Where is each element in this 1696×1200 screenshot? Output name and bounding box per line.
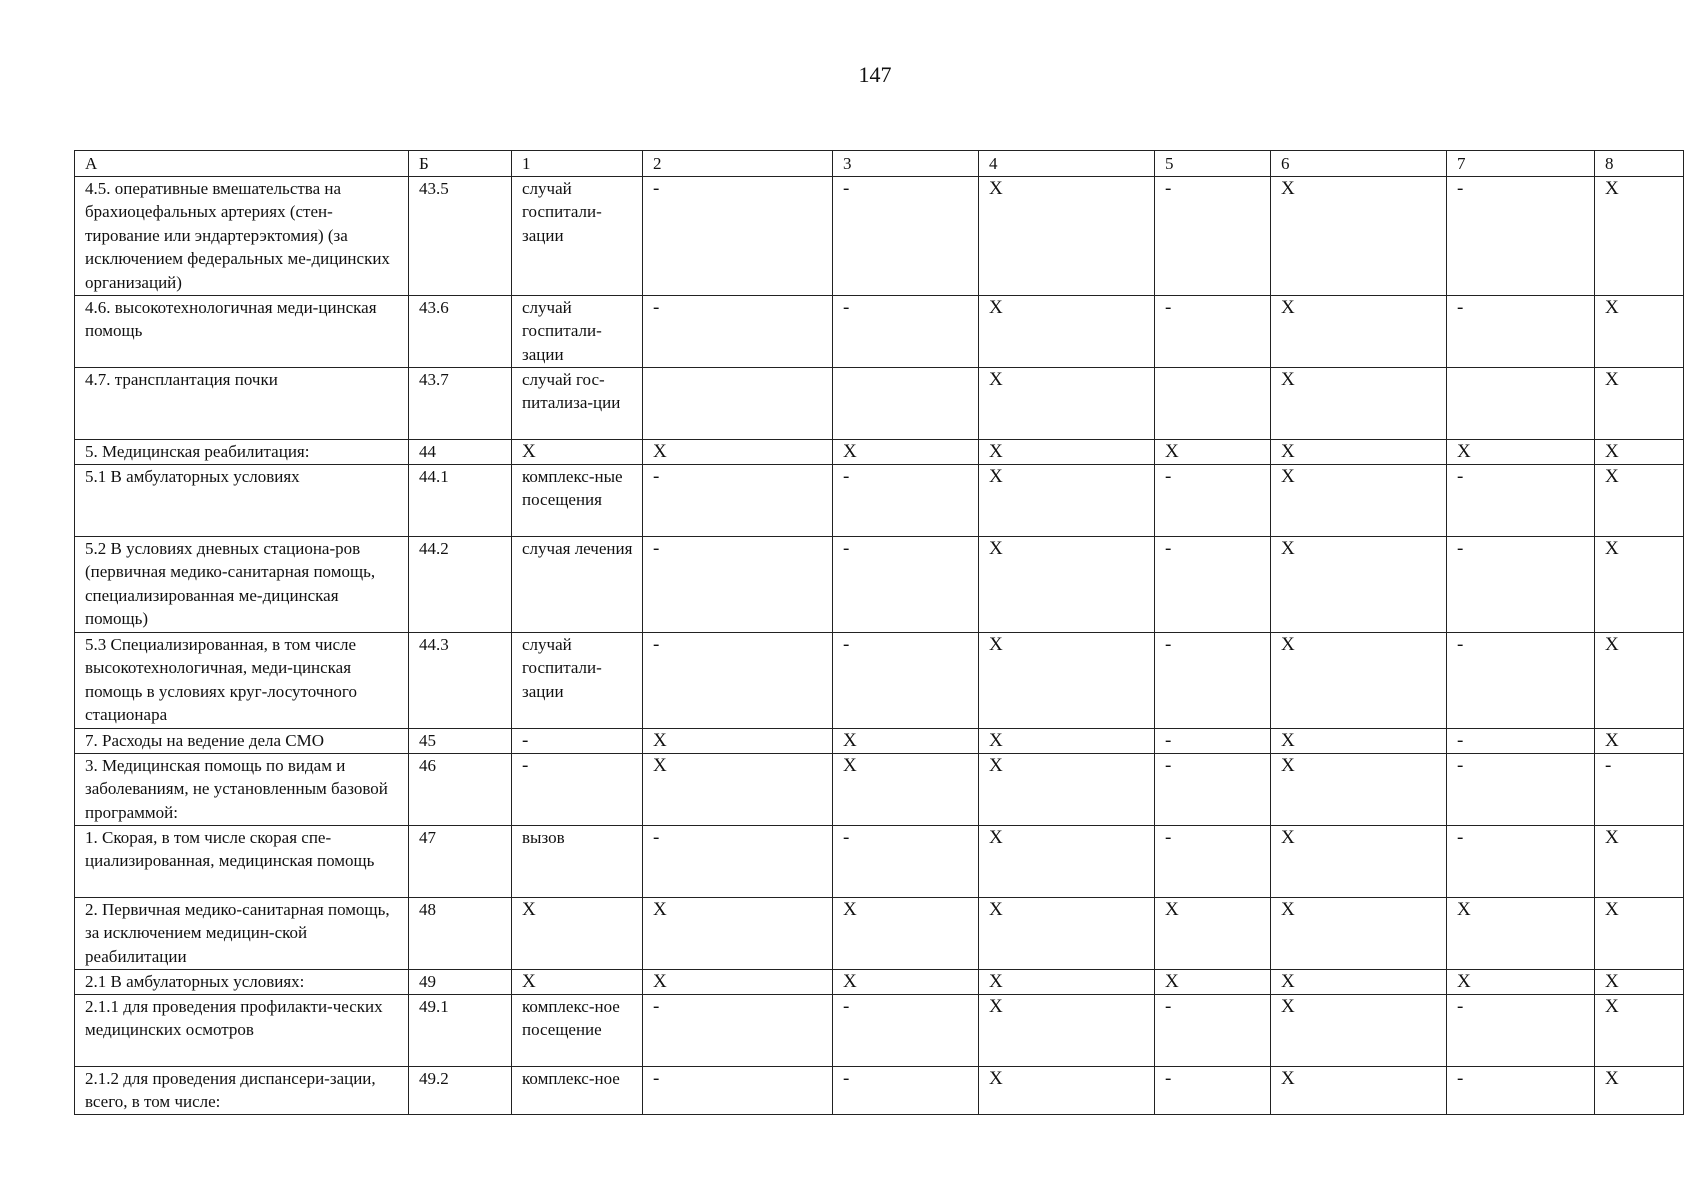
- table-cell: -: [1447, 728, 1595, 753]
- row-name-cell: 5.3 Специализированная, в том числе высокотехнологичная, меди-цинская помощь в условиях круг-лосуточного стационара: [75, 632, 409, 728]
- table-cell: [1447, 367, 1595, 439]
- table-cell: X: [1271, 753, 1447, 825]
- table-cell: X: [979, 367, 1155, 439]
- row-name-cell: 3. Медицинская помощь по видам и заболеваниям, не установленным базовой программой:: [75, 753, 409, 825]
- row-unit-cell: вызов: [512, 825, 643, 897]
- table-cell: -: [1447, 753, 1595, 825]
- table-row: [75, 176, 1684, 295]
- row-name-cell: 7. Расходы на ведение дела СМО: [75, 728, 409, 753]
- table-cell: -: [833, 464, 979, 536]
- table-cell: -: [643, 825, 833, 897]
- table-cell: -: [833, 536, 979, 632]
- table-cell: X: [1271, 367, 1447, 439]
- row-code-cell: 48: [409, 897, 512, 969]
- row-name-cell: 1. Скорая, в том числе скорая спе-циализированная, медицинская помощь: [75, 825, 409, 897]
- table-row: [75, 464, 1684, 536]
- column-header-7: 7: [1447, 151, 1595, 177]
- table-cell: X: [1595, 367, 1684, 439]
- column-header-4: 4: [979, 151, 1155, 177]
- table-cell: -: [833, 994, 979, 1066]
- table-cell: X: [979, 439, 1155, 464]
- table-cell: X: [979, 1066, 1155, 1114]
- table-cell: -: [1155, 295, 1271, 367]
- table-cell: X: [979, 464, 1155, 536]
- row-code-cell: 47: [409, 825, 512, 897]
- table-cell: X: [1271, 728, 1447, 753]
- table-header-row: [75, 151, 1684, 177]
- row-name-cell: 4.5. оперативные вмешательства на брахиоцефальных артериях (стен-тирование или эндартерэктомия) (за исключением федеральных ме-дицинских организаций): [75, 176, 409, 295]
- table-cell: X: [1595, 897, 1684, 969]
- row-code-cell: 43.6: [409, 295, 512, 367]
- row-code-cell: 49.1: [409, 994, 512, 1066]
- table-cell: X: [1595, 295, 1684, 367]
- row-unit-cell: случай госпитали-зации: [512, 632, 643, 728]
- table-cell: -: [833, 632, 979, 728]
- row-name-cell: 2.1.2 для проведения диспансери-зации, всего, в том числе:: [75, 1066, 409, 1114]
- column-header-a: А: [75, 151, 409, 177]
- table-cell: -: [1155, 994, 1271, 1066]
- row-name-cell: 2. Первичная медико-санитарная помощь, за исключением медицин-ской реабилитации: [75, 897, 409, 969]
- row-unit-cell: X: [512, 439, 643, 464]
- table-cell: X: [1447, 897, 1595, 969]
- row-code-cell: 45: [409, 728, 512, 753]
- row-name-cell: 4.6. высокотехнологичная меди-цинская помощь: [75, 295, 409, 367]
- table-cell: -: [1447, 1066, 1595, 1114]
- table-row: [75, 1066, 1684, 1114]
- row-unit-cell: случай госпитали-зации: [512, 295, 643, 367]
- row-name-cell: 5.1 В амбулаторных условиях: [75, 464, 409, 536]
- table-cell: -: [1155, 728, 1271, 753]
- table-cell: -: [643, 295, 833, 367]
- table-cell: -: [643, 994, 833, 1066]
- column-header-2: 2: [643, 151, 833, 177]
- table-cell: X: [643, 897, 833, 969]
- table-cell: X: [1595, 1066, 1684, 1114]
- table-cell: [1155, 367, 1271, 439]
- table-cell: X: [1271, 632, 1447, 728]
- table-cell: X: [1271, 825, 1447, 897]
- table-cell: X: [1595, 825, 1684, 897]
- table-cell: X: [1155, 439, 1271, 464]
- table-cell: X: [979, 536, 1155, 632]
- table-cell: -: [1447, 536, 1595, 632]
- data-table-container: [74, 150, 1684, 1115]
- table-cell: -: [1155, 632, 1271, 728]
- table-cell: X: [979, 897, 1155, 969]
- row-name-cell: 2.1.1 для проведения профилакти-ческих медицинских осмотров: [75, 994, 409, 1066]
- table-row: [75, 969, 1684, 994]
- table-cell: X: [1271, 897, 1447, 969]
- table-cell: -: [833, 176, 979, 295]
- table-cell: -: [643, 536, 833, 632]
- table-cell: X: [643, 728, 833, 753]
- table-cell: X: [1271, 969, 1447, 994]
- row-unit-cell: случай гос-питализа-ции: [512, 367, 643, 439]
- table-cell: -: [643, 464, 833, 536]
- table-cell: X: [833, 753, 979, 825]
- row-unit-cell: X: [512, 969, 643, 994]
- row-unit-cell: -: [512, 728, 643, 753]
- row-unit-cell: комплекс-ное посещение: [512, 994, 643, 1066]
- table-cell: -: [1155, 536, 1271, 632]
- table-cell: X: [833, 728, 979, 753]
- table-cell: [643, 367, 833, 439]
- row-name-cell: 5. Медицинская реабилитация:: [75, 439, 409, 464]
- table-cell: X: [1271, 464, 1447, 536]
- table-cell: X: [833, 439, 979, 464]
- table-cell: X: [1595, 439, 1684, 464]
- row-code-cell: 46: [409, 753, 512, 825]
- table-cell: X: [979, 994, 1155, 1066]
- row-unit-cell: -: [512, 753, 643, 825]
- table-cell: X: [979, 825, 1155, 897]
- table-cell: X: [979, 295, 1155, 367]
- table-cell: -: [643, 176, 833, 295]
- table-cell: X: [1595, 464, 1684, 536]
- table-cell: -: [1155, 1066, 1271, 1114]
- table-cell: -: [1595, 753, 1684, 825]
- column-header-6: 6: [1271, 151, 1447, 177]
- table-cell: -: [1447, 176, 1595, 295]
- table-cell: X: [1271, 536, 1447, 632]
- row-unit-cell: случая лечения: [512, 536, 643, 632]
- row-name-cell: 4.7. трансплантация почки: [75, 367, 409, 439]
- table-cell: X: [1271, 994, 1447, 1066]
- table-cell: X: [979, 969, 1155, 994]
- table-cell: -: [1155, 753, 1271, 825]
- row-unit-cell: X: [512, 897, 643, 969]
- table-cell: X: [979, 753, 1155, 825]
- table-cell: -: [833, 1066, 979, 1114]
- row-code-cell: 49.2: [409, 1066, 512, 1114]
- table-cell: X: [1155, 897, 1271, 969]
- table-cell: -: [643, 632, 833, 728]
- row-code-cell: 43.7: [409, 367, 512, 439]
- table-row: [75, 897, 1684, 969]
- row-unit-cell: комплекс-ные посещения: [512, 464, 643, 536]
- table-cell: X: [1271, 439, 1447, 464]
- table-cell: X: [1595, 176, 1684, 295]
- table-cell: X: [1595, 536, 1684, 632]
- row-unit-cell: комплекс-ное: [512, 1066, 643, 1114]
- data-table: [74, 150, 1684, 1115]
- table-row: [75, 536, 1684, 632]
- row-code-cell: 49: [409, 969, 512, 994]
- table-row: [75, 825, 1684, 897]
- column-header-1: 1: [512, 151, 643, 177]
- column-header-8: 8: [1595, 151, 1684, 177]
- table-cell: -: [1447, 295, 1595, 367]
- table-cell: [833, 367, 979, 439]
- table-cell: -: [1155, 464, 1271, 536]
- table-row: [75, 753, 1684, 825]
- table-cell: X: [833, 969, 979, 994]
- table-cell: X: [1271, 176, 1447, 295]
- table-row: [75, 994, 1684, 1066]
- table-cell: X: [1595, 728, 1684, 753]
- row-name-cell: 2.1 В амбулаторных условиях:: [75, 969, 409, 994]
- table-cell: X: [1595, 969, 1684, 994]
- table-cell: X: [1271, 1066, 1447, 1114]
- table-cell: -: [1447, 632, 1595, 728]
- row-name-cell: 5.2 В условиях дневных стациона-ров (первичная медико-санитарная помощь, специализированная ме-дицинская помощь): [75, 536, 409, 632]
- table-cell: -: [1447, 994, 1595, 1066]
- row-code-cell: 44.2: [409, 536, 512, 632]
- table-cell: X: [643, 753, 833, 825]
- table-cell: -: [1447, 825, 1595, 897]
- table-row: [75, 295, 1684, 367]
- table-cell: -: [1155, 825, 1271, 897]
- row-code-cell: 44.3: [409, 632, 512, 728]
- table-cell: -: [1447, 464, 1595, 536]
- table-row: [75, 367, 1684, 439]
- table-cell: X: [979, 728, 1155, 753]
- table-row: [75, 439, 1684, 464]
- row-code-cell: 43.5: [409, 176, 512, 295]
- table-cell: X: [979, 176, 1155, 295]
- column-header-3: 3: [833, 151, 979, 177]
- table-row: [75, 632, 1684, 728]
- table-cell: X: [1155, 969, 1271, 994]
- table-cell: X: [643, 439, 833, 464]
- table-cell: X: [979, 632, 1155, 728]
- table-cell: X: [643, 969, 833, 994]
- table-cell: X: [1271, 295, 1447, 367]
- table-row: [75, 728, 1684, 753]
- table-cell: X: [1447, 439, 1595, 464]
- row-unit-cell: случай госпитали-зации: [512, 176, 643, 295]
- table-cell: X: [1447, 969, 1595, 994]
- table-cell: -: [833, 825, 979, 897]
- page-number: 147: [858, 62, 892, 87]
- row-code-cell: 44.1: [409, 464, 512, 536]
- table-cell: X: [1595, 632, 1684, 728]
- table-cell: -: [1155, 176, 1271, 295]
- column-header-5: 5: [1155, 151, 1271, 177]
- table-cell: X: [1595, 994, 1684, 1066]
- row-code-cell: 44: [409, 439, 512, 464]
- table-cell: X: [833, 897, 979, 969]
- table-cell: -: [833, 295, 979, 367]
- column-header-b: Б: [409, 151, 512, 177]
- table-cell: -: [643, 1066, 833, 1114]
